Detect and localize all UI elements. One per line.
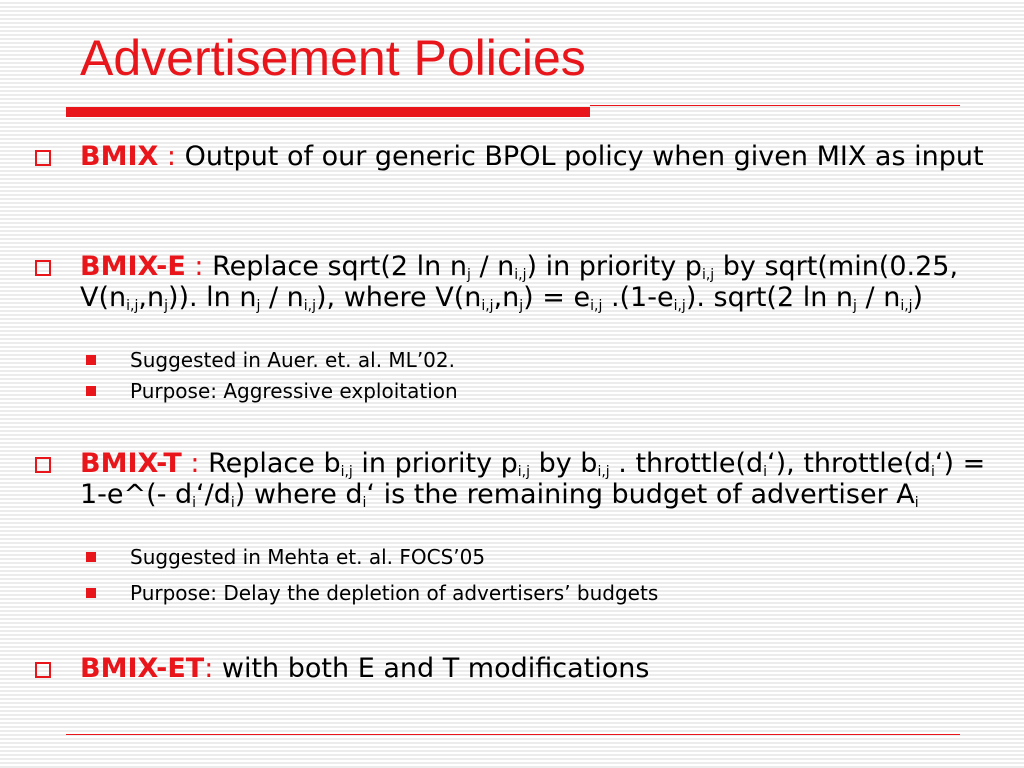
hollow-square-icon — [35, 662, 51, 678]
subscript: j — [853, 298, 857, 314]
bullet-keyword: BMIX-ET — [80, 653, 205, 684]
subscript: i,j — [514, 267, 527, 283]
footer-rule — [66, 734, 960, 735]
title-underline-thin — [590, 105, 960, 106]
subscript: j — [256, 298, 261, 314]
subscript: i,j — [126, 298, 139, 314]
formula-text: in priority p — [361, 448, 518, 479]
formula-text: / n — [268, 282, 304, 313]
bullet-text: with both E and T modifications — [221, 653, 650, 684]
filled-square-icon — [86, 552, 96, 562]
sub-bullet — [130, 347, 990, 373]
formula-text: ,n — [138, 282, 165, 313]
formula-text: / n — [865, 282, 901, 313]
formula-text: ‘), throttle(d — [767, 448, 931, 479]
bullet-bmix-t — [80, 448, 990, 510]
formula-text: by b — [538, 448, 598, 479]
subscript: j — [519, 298, 524, 314]
subscript: i,j — [340, 464, 353, 480]
hollow-square-icon — [35, 260, 51, 276]
formula-text: Replace b — [208, 448, 341, 479]
subscript: i,j — [481, 298, 494, 314]
subscript: i — [931, 464, 935, 480]
subscript: i,j — [517, 464, 531, 480]
subscript: i,j — [701, 267, 715, 283]
sub-bullet-text: Suggested in Mehta et. al. FOCS’05 — [130, 545, 486, 569]
sub-bullet-text: Purpose: Aggressive exploitation — [130, 379, 458, 403]
bullet-keyword: BMIX-E — [80, 251, 186, 282]
formula-text: ), where V(n — [316, 282, 482, 313]
subscript: i — [192, 495, 197, 511]
filled-square-icon — [86, 355, 96, 365]
hollow-square-icon — [35, 150, 51, 166]
formula-text: .(1-e — [610, 282, 674, 313]
formula-text: ‘/d — [196, 479, 231, 510]
formula-text: ) where d — [234, 479, 363, 510]
bullet-colon: : — [194, 251, 204, 282]
subscript: i — [763, 464, 768, 480]
formula-text: ‘ is the remaining budget of advertiser A — [366, 479, 915, 510]
bullet-text: Output of our generic BPOL policy when given MIX as input — [184, 141, 984, 172]
formula-text: ) — [912, 282, 924, 313]
subscript: i — [362, 495, 367, 511]
formula-text: / n — [479, 251, 515, 282]
sub-bullet — [130, 378, 990, 404]
bullet-colon: : — [204, 653, 214, 684]
formula-text: . throttle(d — [618, 448, 764, 479]
bullet-keyword: BMIX — [80, 141, 159, 172]
subscript: i,j — [590, 298, 603, 314]
formula-text: by sqrt(min(0.25, V(n — [80, 251, 959, 313]
subscript: i — [914, 495, 919, 511]
subscript: j — [466, 267, 471, 283]
subscript: j — [164, 298, 168, 314]
formula-text: ‘) = 1-e^(- d — [80, 448, 986, 510]
subscript: i,j — [900, 298, 913, 314]
slide-title: Advertisement Policies — [80, 30, 586, 86]
subscript: i,j — [673, 298, 686, 314]
formula-text: ). sqrt(2 ln n — [685, 282, 854, 313]
subscript: i,j — [303, 298, 317, 314]
filled-square-icon — [86, 386, 96, 396]
sub-bullet — [130, 544, 990, 570]
formula-text: ) = e — [523, 282, 591, 313]
formula-text: ) in priority p — [526, 251, 702, 282]
formula-text: Replace sqrt(2 ln n — [212, 251, 467, 282]
hollow-square-icon — [35, 457, 51, 473]
bullet-bmix-e — [80, 251, 990, 313]
bullet-colon: : — [190, 448, 200, 479]
bullet-colon: : — [166, 141, 177, 172]
sub-bullet-text: Purpose: Delay the depletion of advertisers’ budgets — [130, 581, 659, 605]
subscript: i,j — [597, 464, 610, 480]
title-underline-thick — [66, 107, 590, 117]
bullet-keyword: BMIX-T — [80, 448, 182, 479]
sub-bullet — [130, 580, 990, 606]
filled-square-icon — [86, 588, 96, 598]
formula-text: ,n — [493, 282, 520, 313]
bullet-bmix — [80, 141, 990, 172]
formula-text: )). ln n — [167, 282, 257, 313]
sub-bullet-text: Suggested in Auer. et. al. ML’02. — [130, 348, 455, 372]
bullet-bmix-et — [80, 653, 990, 684]
subscript: i — [230, 495, 235, 511]
